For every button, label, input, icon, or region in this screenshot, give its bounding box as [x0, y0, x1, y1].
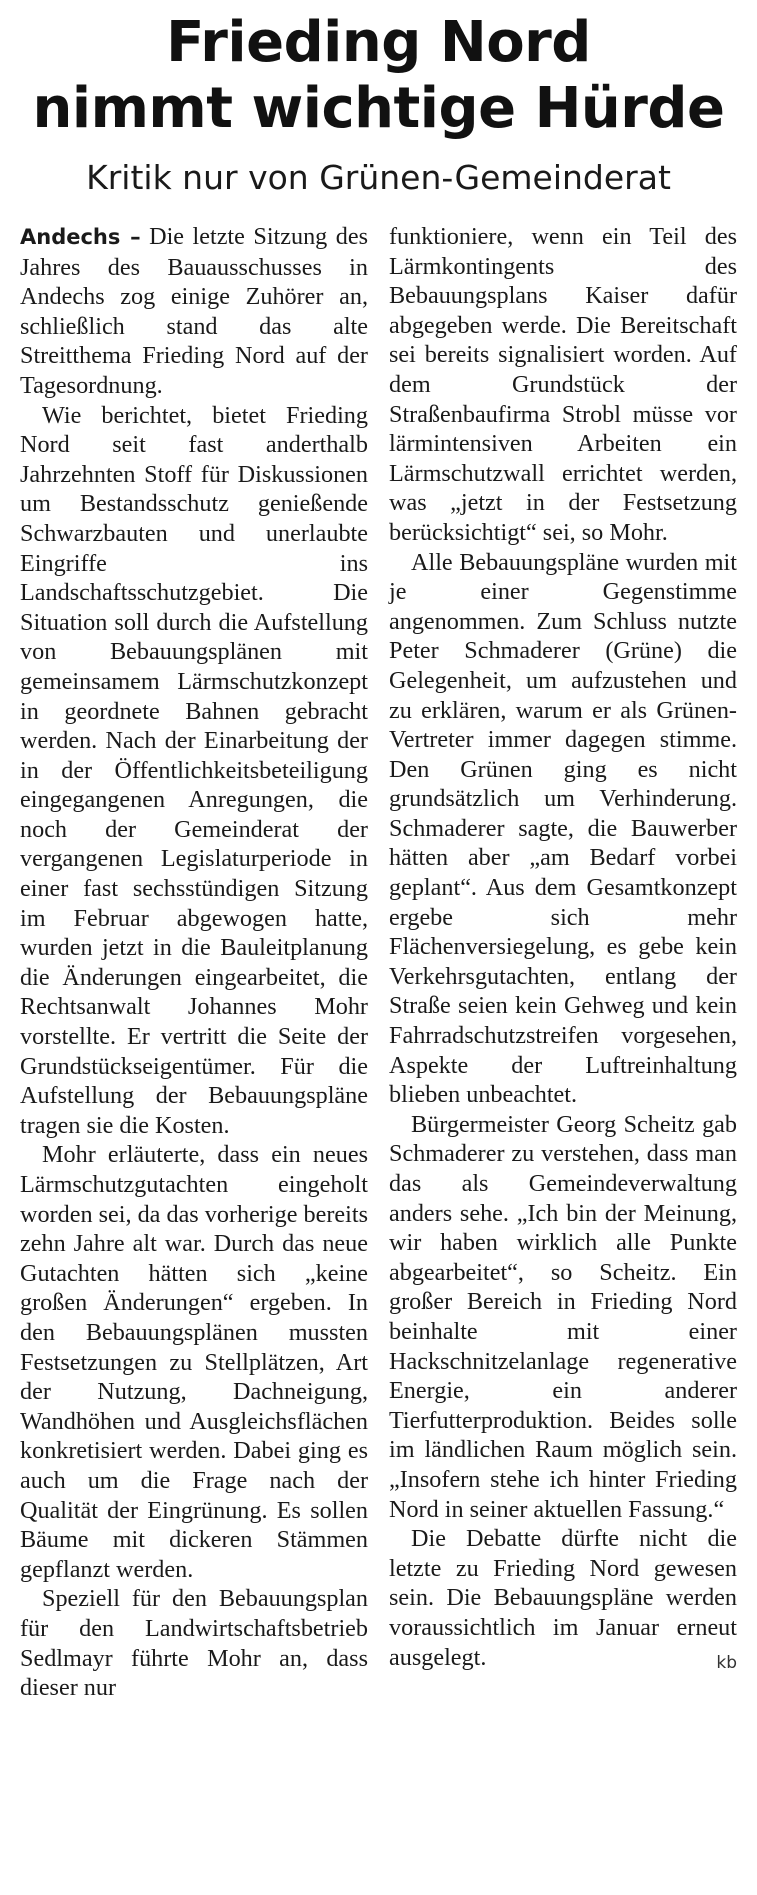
article-body — [20, 222, 737, 1703]
paragraph-text: Die Debatte dürfte nicht die letzte zu Frieding Nord gewesen sein. Die Bebauungspläne werden voraussichtlich im Januar erneut ausgelegt. — [389, 1525, 737, 1671]
paragraph: Wie berichtet, bietet Frieding Nord seit fast anderthalb Jahrzehnten Stoff für Diskussionen um Bestandsschutz genießende Schwarzbauten und unerlaubte Eingriffe ins Landschaftsschutzgebiet. Die Situation soll durch die Aufstellung von Bebauungsplänen mit gemeinsamem Lärmschutzkonzept in geordnete Bahnen gebracht werden. Nach der Einarbeitung der in der Öffentlichkeitsbeteiligung eingegangenen Anregungen, die noch der Gemeinderat der vergangenen Legislaturperiode in einer fast sechsstündigen Sitzung im Februar abgewogen hatte, wurden jetzt in die Bauleitplanung die Änderungen eingearbeitet, die Rechtsanwalt Johannes Mohr vorstellte. Er vertritt die Seite der Grundstückseigentümer. Für die Aufstellung der Bebauungspläne tragen sie die Kosten. — [20, 401, 368, 1139]
paragraph: funktioniere, wenn ein Teil des Lärmkontingents des Bebauungsplans Kaiser dafür abgegeben werde. Die Bereitschaft sei bereits signalisiert worden. Auf dem Grundstück der Straßenbaufirma Strobl müsse vor lärmintensiven Arbeiten ein Lärmschutzwall errichtet werden, was „jetzt in der Festsetzung berücksichtigt“ sei, so Mohr. — [389, 223, 737, 546]
column-left — [20, 222, 368, 1703]
paragraph — [20, 222, 368, 401]
subheadline: Kritik nur von Grünen-Gemeinderat — [86, 158, 671, 197]
author-initials: kb — [716, 1652, 737, 1673]
paragraph — [389, 1524, 737, 1672]
headline — [0, 10, 757, 142]
paragraph: Alle Bebauungspläne wurden mit je einer Gegenstimme angenommen. Zum Schluss nutzte Peter Schmaderer (Grüne) die Gelegenheit, um aufzustehen und zu erklären, warum er als Grünen-Vertreter immer dagegen stimme. Den Grünen ging es nicht grundsätzlich um Verhinderung. Schmaderer sagte, die Bauwerber hätten aber „am Bedarf vorbei geplant“. Aus dem Gesamtkonzept ergebe sich mehr Flächenversiegelung, es gebe kein Verkehrsgutachten, entlang der Straße seien kein Gehweg und kein Fahrradschutzstreifen vorgesehen, Aspekte der Luftreinhaltung blieben unbeachtet. — [389, 548, 737, 1109]
paragraph: Speziell für den Bebauungsplan für den Landwirtschaftsbetrieb Sedlmayr führte Mohr an, dass dieser nur — [20, 1585, 368, 1702]
paragraph: Bürgermeister Georg Scheitz gab Schmaderer zu verstehen, dass man das als Gemeindeverwaltung anders sehe. „Ich bin der Meinung, wir haben wirklich alle Punkte abgearbeitet“, so Scheitz. Ein großer Bereich in Frieding Nord beinhalte mit einer Hackschnitzelanlage regenerative Energie, ein anderer Tierfutterproduktion. Beides solle im ländlichen Raum möglich sein. „Insofern stehe ich hinter Frieding Nord in seiner aktuellen Fassung.“ — [389, 1110, 737, 1523]
headline-line-2: nimmt wichtige Hürde — [32, 76, 725, 141]
headline-line-1: Frieding Nord — [166, 10, 591, 75]
column-right — [389, 222, 737, 1703]
paragraph: Mohr erläuterte, dass ein neues Lärmschutzgutachten eingeholt worden sei, da das vorherige bereits zehn Jahre alt war. Durch das neue Gutachten hätten sich „keine großen Änderungen“ ergeben. In den Bebauungsplänen mussten Festsetzungen zu Stellplätzen, Art der Nutzung, Dachneigung, Wandhöhen und Ausgleichsflächen konkretisiert werden. Dabei ging es auch um die Frage nach der Qualität der Eingrünung. Es sollen Bäume mit dickeren Stämmen gepflanzt werden. — [20, 1141, 368, 1583]
dateline: Andechs – — [20, 225, 141, 249]
paragraph-text: Die letzte Sitzung des Jahres des Bauausschusses in Andechs zog einige Zuhörer an, schließlich stand das alte Streitthema Frieding Nord auf der Tagesordnung. — [20, 223, 368, 399]
